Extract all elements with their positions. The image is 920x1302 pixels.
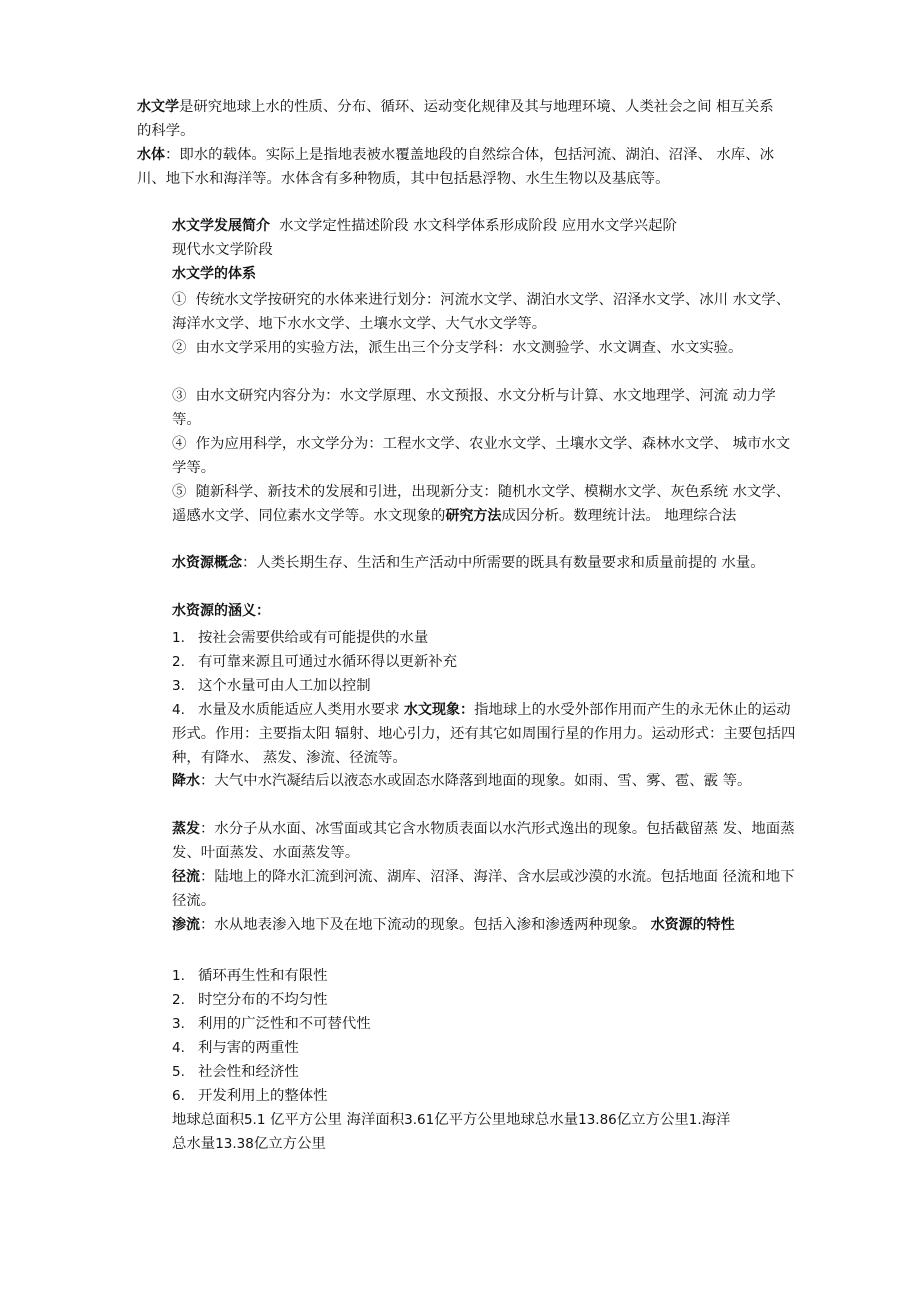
hydrology-definition: 水文学是研究地球上水的性质、分布、循环、运动变化规律及其与地理环境、人类社会之间 相互关系的科学。 — [137, 99, 774, 139]
features-heading: 水资源的特性 — [650, 917, 735, 933]
hydro-phenomenon-term: 水文现象： — [404, 702, 475, 718]
evaporation-definition: 蒸发：水分子从水面、冰雪面或其它含水物质表面以水汽形式逸出的现象。包括截留蒸 发、地面蒸发、叶面蒸发、水面蒸发等。 — [172, 821, 795, 861]
seepage-definition: 渗流：水从地表渗入地下及在地下流动的现象。包括入渗和渗透两种现象。 水资源的特性 — [172, 917, 735, 933]
water-body-term: 水体 — [137, 147, 165, 163]
hydrology-term: 水文学 — [137, 99, 179, 115]
system-item: ④ 作为应用科学，水文学分为：工程水文学、农业水文学、土壤水文学、森林水文学、 城市水文学等。 — [172, 436, 791, 476]
list-item: 2. 有可靠来源且可通过水循环得以更新补充 — [172, 654, 458, 670]
system-item: ② 由水文学采用的实验方法，派生出三个分支学科：水文测验学、水文调查、水文实验。 — [172, 340, 743, 356]
list-item: 2. 时空分布的不均匀性 — [172, 992, 328, 1008]
list-item: 4. 利与害的两重性 — [172, 1040, 299, 1056]
list-item: 1. 循环再生性和有限性 — [172, 968, 328, 984]
list-item: 4. 水量及水质能适应人类用水要求 水文现象：指地球上的水受外部作用而产生的永无休止的运动形式。作用：主要指太阳 辐射、地心引力，还有其它如周围行星的作用力。运动形式：主要包括四种，有降水、 蒸发、渗流、径流等。 — [172, 702, 796, 766]
system-item: ① 传统水文学按研究的水体来进行划分：河流水文学、湖泊水文学、沼泽水文学、冰川 水文学、海洋水文学、地下水水文学、土壤水文学、大气水文学等。 — [172, 292, 791, 332]
list-item: 5. 社会性和经济性 — [172, 1064, 299, 1080]
list-item: 3. 这个水量可由人工加以控制 — [172, 678, 371, 694]
development-heading: 水文学发展简介 — [172, 218, 270, 234]
system-heading: 水文学的体系 — [172, 266, 256, 282]
water-body-definition: 水体：即水的载体。实际上是指地表被水覆盖地段的自然综合体，包括河流、湖泊、沼泽、 水库、冰川、地下水和海洋等。水体含有多种物质，其中包括悬浮物、水生生物以及基底等。 — [137, 147, 774, 187]
development-line-2: 现代水文学阶段 — [172, 242, 273, 258]
runoff-definition: 径流：陆地上的降水汇流到河流、湖库、沼泽、海洋、含水层或沙漠的水流。包括地面 径流和地下径流。 — [172, 869, 795, 909]
water-resource-definition: 水资源概念：人类长期生存、生活和生产活动中所需要的既具有数量要求和质量前提的 水量。 — [172, 555, 765, 571]
list-item: 1. 按社会需要供给或有可能提供的水量 — [172, 630, 429, 646]
system-item: ⑤ 随新科学、新技术的发展和引进，出现新分支：随机水文学、模糊水文学、灰色系统 水文学、遥感水文学、同位素水文学等。水文现象的研究方法成因分析。数理统计法。 地理综合法 — [172, 484, 791, 524]
list-item: 3. 利用的广泛性和不可替代性 — [172, 1016, 371, 1032]
connotation-heading: 水资源的涵义： — [172, 603, 270, 619]
system-item: ③ 由水文研究内容分为：水文学原理、水文预报、水文分析与计算、水文地理学、河流 动力学等。 — [172, 388, 776, 428]
earth-statistics: 地球总面积5.1 亿平方公里 海洋面积3.61亿平方公里地球总水量13.86亿立方公里1.海洋 总水量13.38亿立方公里 — [172, 1112, 731, 1152]
list-item: 6. 开发利用上的整体性 — [172, 1088, 328, 1104]
development-line: 水文学发展简介 水文学定性描述阶段 水文科学体系形成阶段 应用水文学兴起阶 — [172, 218, 677, 234]
precipitation-definition: 降水：大气中水汽凝结后以液态水或固态水降落到地面的现象。如雨、雪、雾、雹、霰 等。 — [172, 773, 752, 789]
